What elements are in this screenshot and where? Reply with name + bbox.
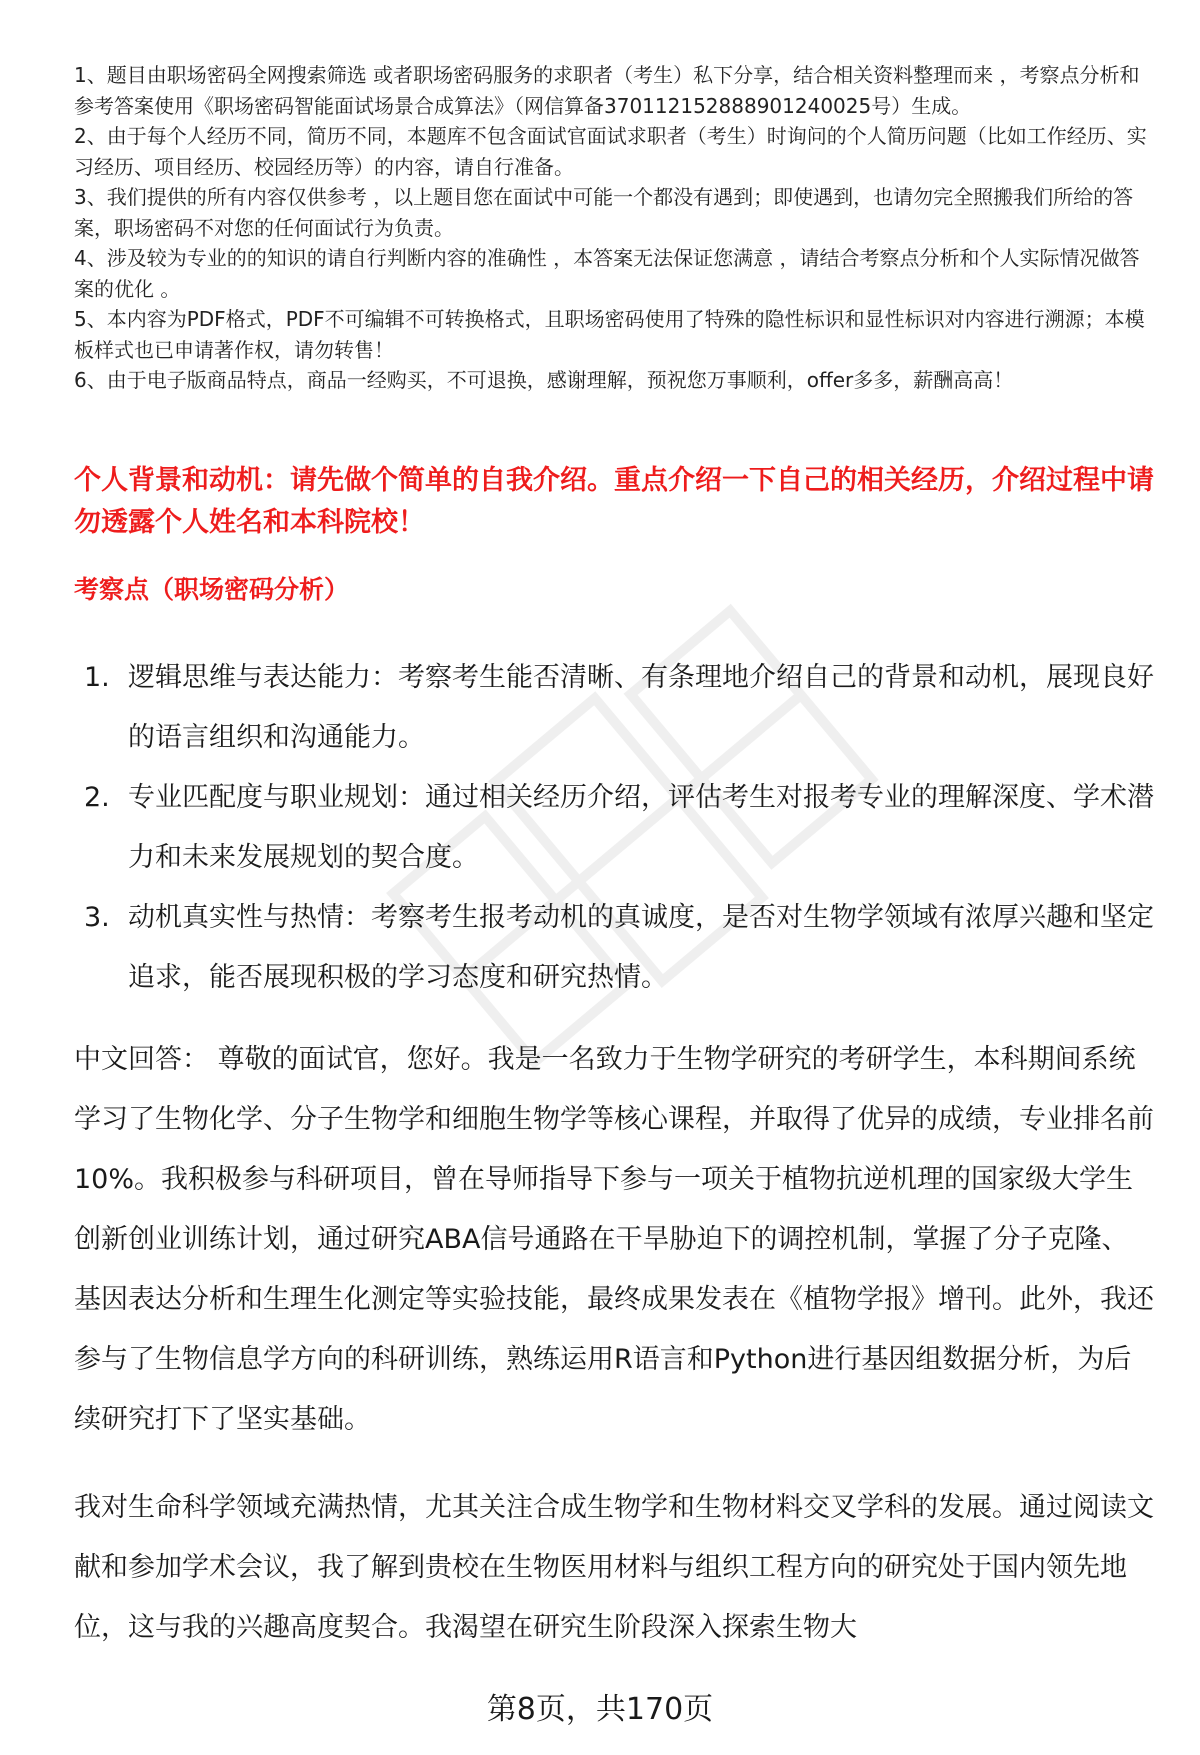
- point-text: 动机真实性与热情：考察考生报考动机的真诚度，是否对生物学领域有浓厚兴趣和坚定追求，能否展现积极的学习态度和研究热情。: [128, 902, 1154, 993]
- point-text: 逻辑思维与表达能力：考察考生能否清晰、有条理地介绍自己的背景和动机，展现良好的语言组织和沟通能力。: [128, 662, 1154, 753]
- analysis-point: [84, 768, 1154, 888]
- notice-item: 6、由于电子版商品特点，商品一经购买，不可退换，感谢理解，预祝您万事顺利，offer多多，薪酬高高！: [74, 368, 1014, 392]
- notice-item: 1、题目由职场密码全网搜索筛选 或者职场密码服务的求职者（考生）私下分享，结合相关资料整理而来 ，考察点分析和参考答案使用《职场密码智能面试场景合成算法》（网信算备370112152888901240025号）生成。: [74, 63, 1140, 118]
- notice-item: 5、本内容为PDF格式，PDF不可编辑不可转换格式，且职场密码使用了特殊的隐性标识和显性标识对内容进行溯源；本模板样式也已申请著作权，请勿转售！: [74, 307, 1145, 362]
- point-number: 2.: [84, 782, 110, 813]
- answer-paragraph: 我对生命科学领域充满热情，尤其关注合成生物学和生物材料交叉学科的发展。通过阅读文献和参加学术会议，我了解到贵校在生物医用材料与组织工程方向的研究处于国内领先地位，这与我的兴趣高度契合。我渴望在研究生阶段深入探索生物大: [74, 1492, 1154, 1643]
- notice-item: 2、由于每个人经历不同，简历不同，本题库不包含面试官面试求职者（考生）时询问的个人简历问题（比如工作经历、实习经历、项目经历、校园经历等）的内容，请自行准备。: [74, 124, 1147, 179]
- page-number: 第8页，共170页: [486, 1692, 714, 1727]
- analysis-heading: 考察点（职场密码分析）: [74, 575, 350, 604]
- notice-item: 3、我们提供的所有内容仅供参考 ，以上题目您在面试中可能一个都没有遇到；即使遇到，也请勿完全照搬我们所给的答案，职场密码不对您的任何面试行为负责。: [74, 185, 1134, 240]
- answer-body: [74, 1030, 1154, 1686]
- point-number: 3.: [84, 902, 110, 933]
- interview-question: 个人背景和动机：请先做个简单的自我介绍。重点介绍一下自己的相关经历，介绍过程中请勿透露个人姓名和本科院校！: [74, 465, 1154, 538]
- answer-paragraph: 中文回答： 尊敬的面试官，您好。我是一名致力于生物学研究的考研学生，本科期间系统学习了生物化学、分子生物学和细胞生物学等核心课程，并取得了优异的成绩，专业排名前10%。我积极参与科研项目，曾在导师指导下参与一项关于植物抗逆机理的国家级大学生创新创业训练计划，通过研究ABA信号通路在干旱胁迫下的调控机制，掌握了分子克隆、基因表达分析和生理生化测定等实验技能，最终成果发表在《植物学报》增刊。此外，我还参与了生物信息学方向的科研训练，熟练运用R语言和Python进行基因组数据分析，为后续研究打下了坚实基础。: [74, 1044, 1154, 1435]
- analysis-points-list: [84, 648, 1154, 1008]
- analysis-point: [84, 888, 1154, 1008]
- notice-item: 4、涉及较为专业的的知识的请自行判断内容的准确性 ，本答案无法保证您满意 ，请结合考察点分析和个人实际情况做答案的优化 。: [74, 246, 1140, 301]
- point-number: 1.: [84, 662, 110, 693]
- disclaimer-notices: [74, 60, 1154, 396]
- point-text: 专业匹配度与职业规划：通过相关经历介绍，评估考生对报考专业的理解深度、学术潜力和未来发展规划的契合度。: [128, 782, 1154, 873]
- analysis-point: [84, 648, 1154, 768]
